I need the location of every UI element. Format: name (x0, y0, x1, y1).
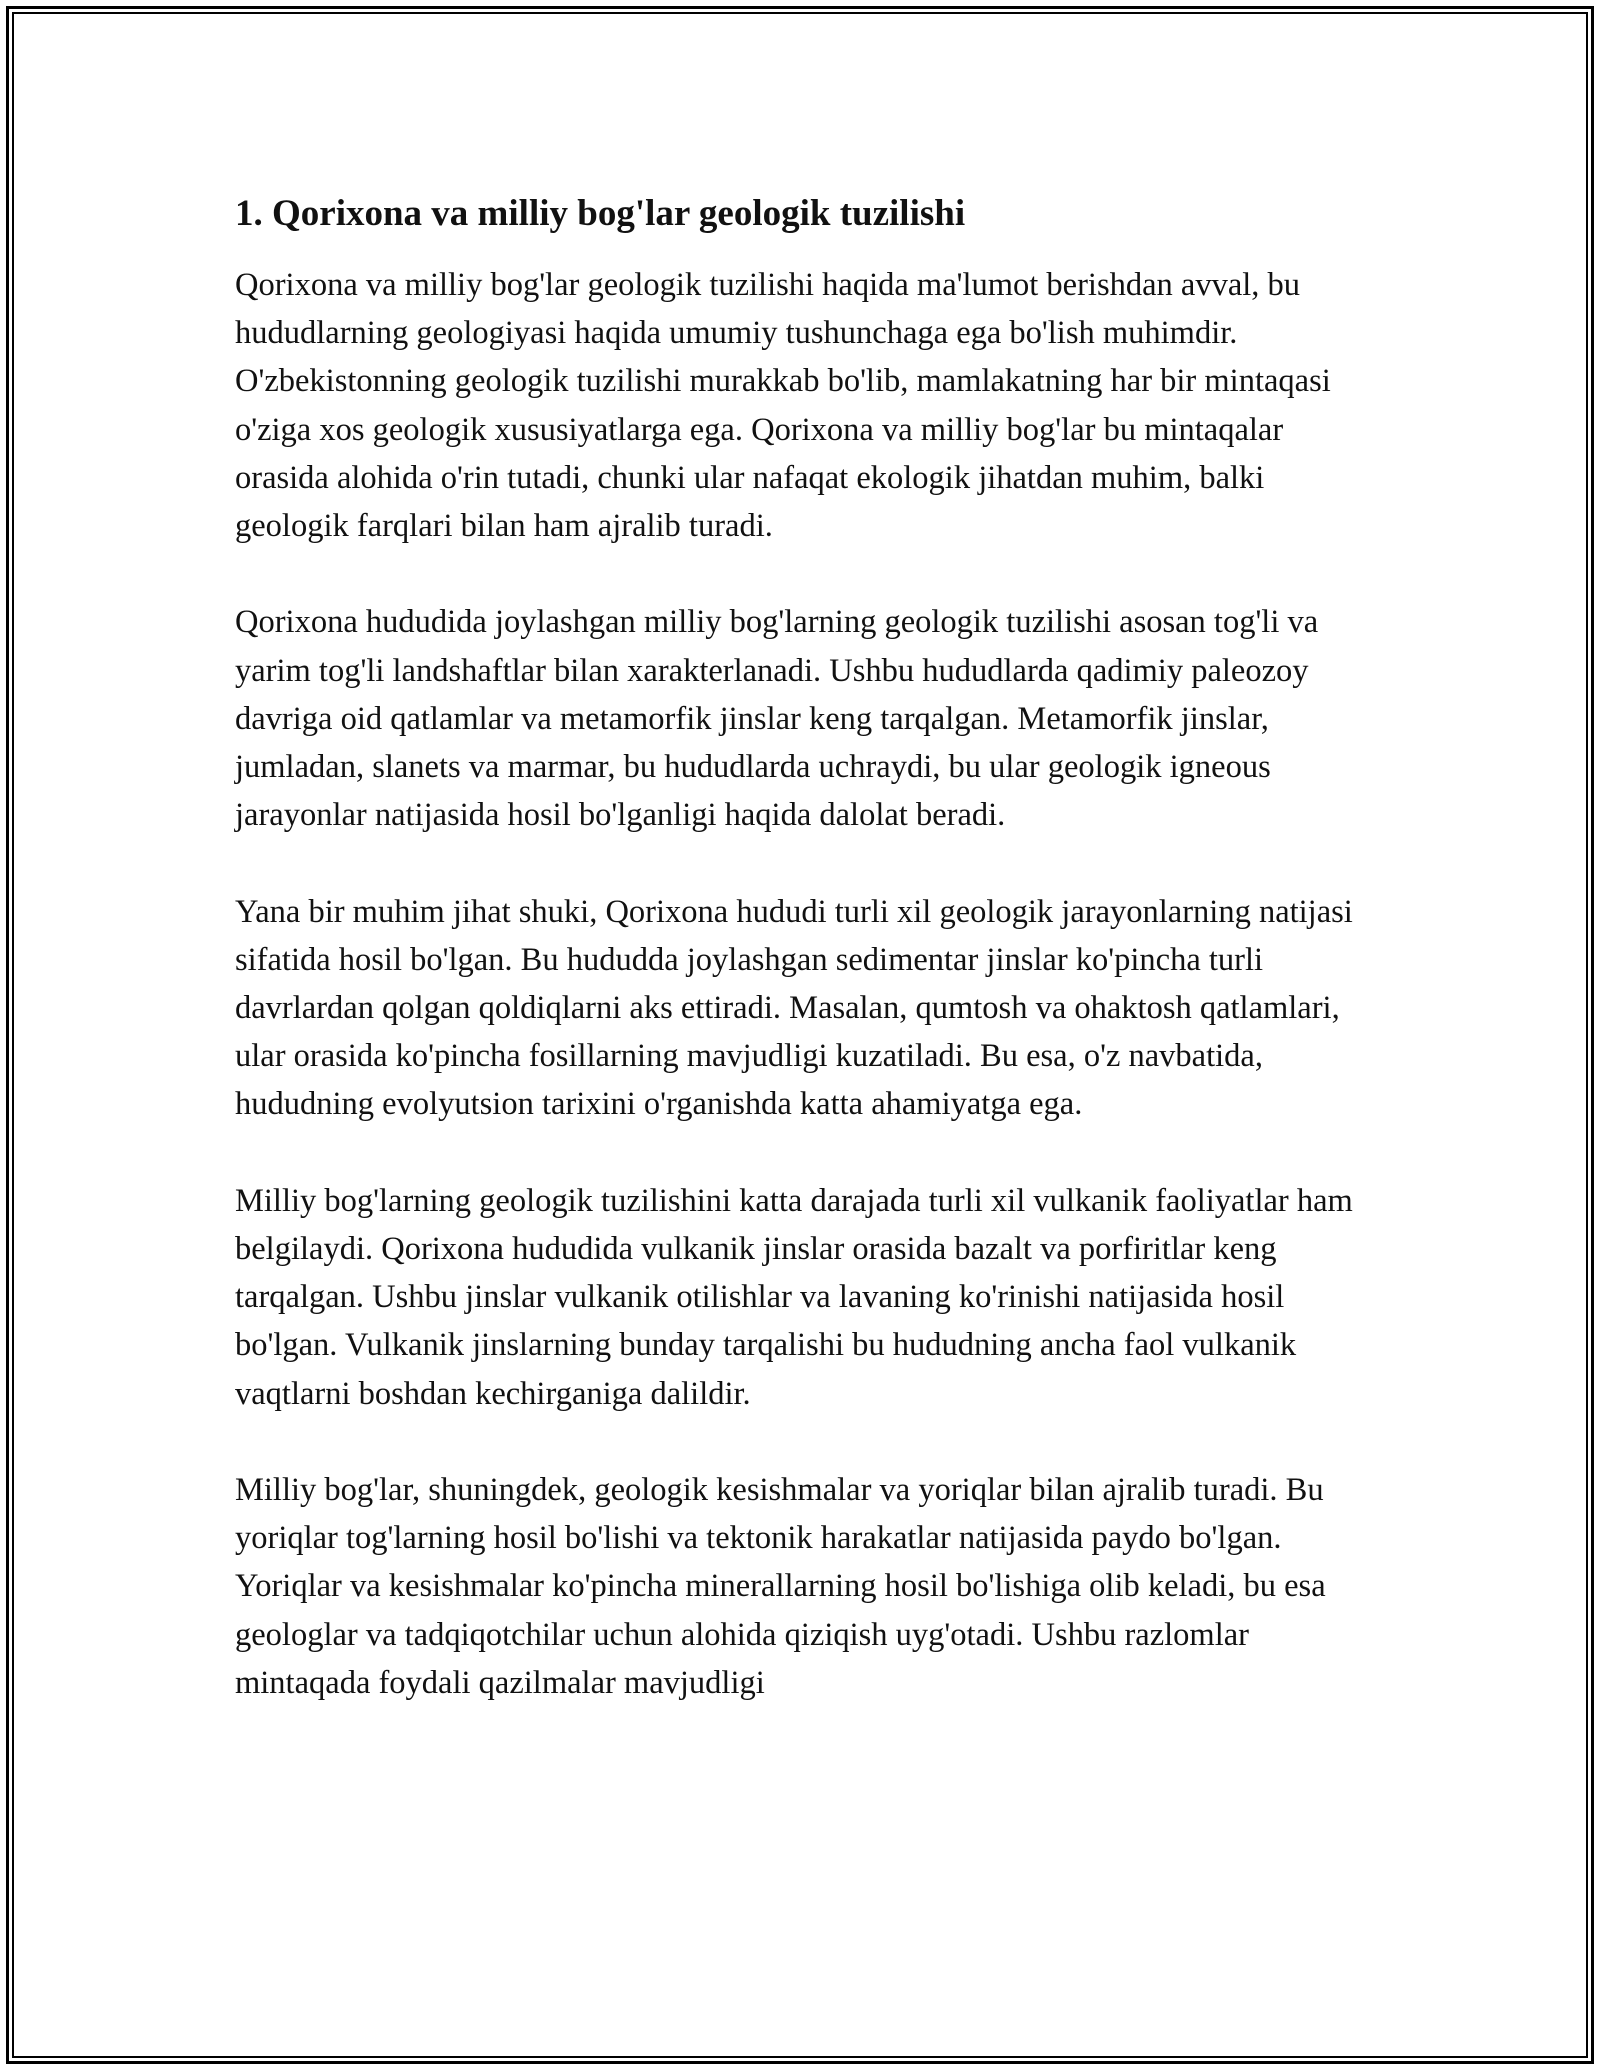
section-heading: 1. Qorixona va milliy bog'lar geologik tuzilishi (235, 193, 966, 234)
paragraph-1: Qorixona va milliy bog'lar geologik tuzilishi haqida ma'lumot berishdan avval, bu hududlarning geologiyasi haqida umumiy tushunchaga ega bo'lish muhimdir. O'zbekistonning geologik tuzilishi murakkab bo'lib, mamlakatning har bir mintaqasi o'ziga xos geologik xususiyatlarga ega. Qorixona va milliy bog'lar bu mintaqalar orasida alohida o'rin tutadi, chunki ular nafaqat ekologik jihatdan muhim, balki geologik farqlari bilan ham ajralib turadi. (235, 267, 1331, 545)
paragraph-3: Yana bir muhim jihat shuki, Qorixona hududi turli xil geologik jarayonlarning natijasi sifatida hosil bo'lgan. Bu hududda joylashgan sedimentar jinslar ko'pincha turli davrlardan qolgan qoldiqlarni aks ettiradi. Masalan, qumtosh va ohaktosh qatlamlari, ular orasida ko'pincha fosillarning mavjudligi kuzatiladi. Bu esa, o'z navbatida, hududning evolyutsion tarixini o'rganishda katta ahamiyatga ega. (235, 893, 1353, 1123)
document-body (235, 185, 1375, 1755)
paragraph-4: Milliy bog'larning geologik tuzilishini katta darajada turli xil vulkanik faoliyatlar ham belgilaydi. Qorixona hududida vulkanik jinslar orasida bazalt va porfiritlar keng tarqalgan. Ushbu jinslar vulkanik otilishlar va lavaning ko'rinishi natijasida hosil bo'lgan. Vulkanik jinslarning bunday tarqalishi bu hududning ancha faol vulkanik vaqtlarni boshdan kechirganiga dalildir. (235, 1182, 1353, 1412)
paragraph-2: Qorixona hududida joylashgan milliy bog'larning geologik tuzilishi asosan tog'li va yarim tog'li landshaftlar bilan xarakterlanadi. Ushbu hududlarda qadimiy paleozoy davriga oid qatlamlar va metamorfik jinslar keng tarqalgan. Metamorfik jinslar, jumladan, slanets va marmar, bu hududlarda uchraydi, bu ular geologik igneous jarayonlar natijasida hosil bo'lganligi haqida dalolat beradi. (235, 604, 1319, 834)
paragraph-5: Milliy bog'lar, shuningdek, geologik kesishmalar va yoriqlar bilan ajralib turadi. Bu yoriqlar tog'larning hosil bo'lishi va tektonik harakatlar natijasida paydo bo'lgan. Yoriqlar va kesishmalar ko'pincha minerallarning hosil bo'lishiga olib keladi, bu esa geologlar va tadqiqotchilar uchun alohida qiziqish uyg'otadi. Ushbu razlomlar mintaqada foydali qazilmalar mavjudligi (235, 1472, 1326, 1701)
